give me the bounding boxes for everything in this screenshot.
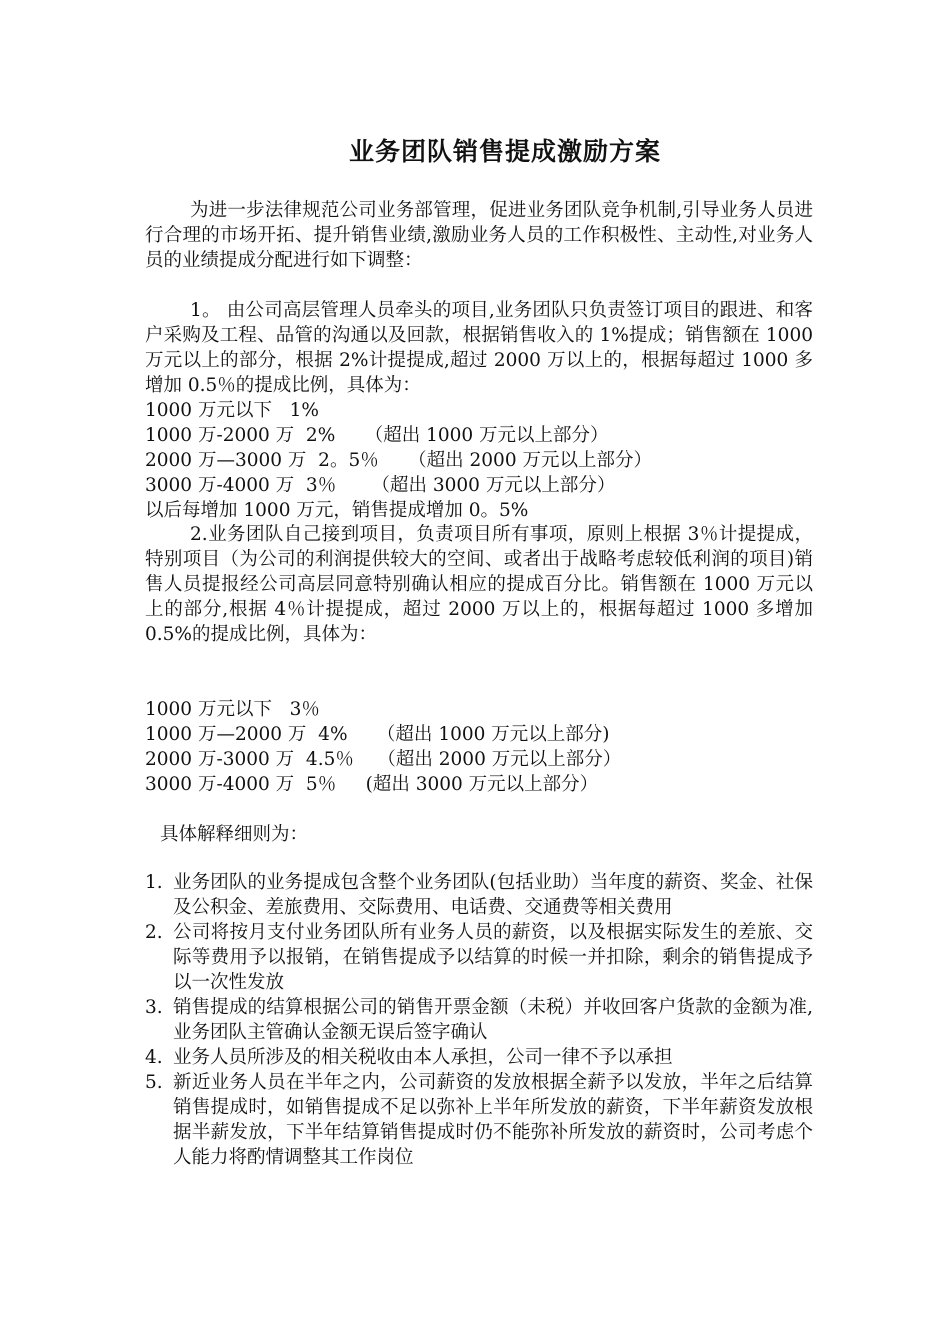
rule-number: 4. <box>145 1047 163 1068</box>
section-1-tier-4: 3000 万-4000 万 3％ （超出 3000 万元以上部分） <box>145 475 616 496</box>
rule-text: 业务团队的业务提成包含整个业务团队(包括业助）当年度的薪资、奖金、社保及公积金、差旅费用、交际费用、电话费、交通费等相关费用 <box>173 872 813 918</box>
rule-number: 1. <box>145 872 163 893</box>
intro-paragraph: 为进一步法律规范公司业务部管理，促进业务团队竞争机制,引导业务人员进行合理的市场开拓、提升销售业绩,激励业务人员的工作积极性、主动性,对业务人员的业绩提成分配进行如下调整： <box>145 200 813 271</box>
rule-number: 2. <box>145 922 163 943</box>
section-2-tier-4: 3000 万-4000 万 5％ (超出 3000 万元以上部分） <box>145 774 599 795</box>
section-1-tier-3: 2000 万—3000 万 2。5％ （超出 2000 万元以上部分） <box>145 450 652 471</box>
rule-number: 5. <box>145 1072 163 1093</box>
section-1-tier-1: 1000 万元以下 1% <box>145 400 319 421</box>
rule-item-3 <box>145 995 813 1045</box>
rule-text: 新近业务人员在半年之内，公司薪资的发放根据全薪予以发放，半年之后结算销售提成时，如销售提成不足以弥补上半年所发放的薪资，下半年薪资发放根据半薪发放，下半年结算销售提成时仍不能弥补所发放的薪资时，公司考虑个人能力将酌情调整其工作岗位 <box>173 1072 813 1168</box>
rule-text: 业务人员所涉及的相关税收由本人承担，公司一律不予以承担 <box>173 1047 673 1068</box>
rule-item-1 <box>145 870 813 920</box>
section-2-tier-3: 2000 万-3000 万 4.5％ （超出 2000 万元以上部分） <box>145 749 622 770</box>
rules-list <box>145 870 813 1170</box>
section-2-tier-2: 1000 万—2000 万 4% （超出 1000 万元以上部分) <box>145 724 610 745</box>
rules-intro: 具体解释细则为： <box>160 824 309 845</box>
rule-text: 公司将按月支付业务团队所有业务人员的薪资，以及根据实际发生的差旅、交际等费用予以报销，在销售提成予以结算的时候一并扣除，剩余的销售提成予以一次性发放 <box>173 922 813 993</box>
section-1-paragraph: 1。 由公司高层管理人员牵头的项目,业务团队只负责签订项目的跟进、和客户采购及工程、品管的沟通以及回款，根据销售收入的 1%提成；销售额在 1000 万元以上的部分，根据 2%计提提成,超过 2000 万以上的，根据每超过 1000 多增加 0.5％的提成比例，具体为： <box>145 300 813 396</box>
rule-text: 销售提成的结算根据公司的销售开票金额（未税）并收回客户货款的金额为准,业务团队主管确认金额无误后签字确认 <box>173 997 813 1043</box>
section-1-after-note: 以后每增加 1000 万元，销售提成增加 0。5% <box>145 500 529 521</box>
rule-number: 3. <box>145 997 163 1018</box>
rule-item-5 <box>145 1070 813 1170</box>
rule-item-2 <box>145 920 813 995</box>
rule-item-4 <box>145 1045 813 1070</box>
section-2-paragraph: 2.业务团队自己接到项目，负责项目所有事项，原则上根据 3％计提提成，特别项目（为公司的利润提供较大的空间、或者出于战略考虑较低利润的项目)销售人员提报经公司高层同意特别确认相应的提成百分比。销售额在 1000 万元以上的部分,根据 4％计提提成，超过 2000 万以上的，根据每超过 1000 多增加 0.5%的提成比例，具体为： <box>145 524 813 645</box>
section-2-tier-1: 1000 万元以下 3％ <box>145 699 320 720</box>
section-1-tier-2: 1000 万-2000 万 2% （超出 1000 万元以上部分） <box>145 425 609 446</box>
document-title: 业务团队销售提成激励方案 <box>348 137 661 166</box>
